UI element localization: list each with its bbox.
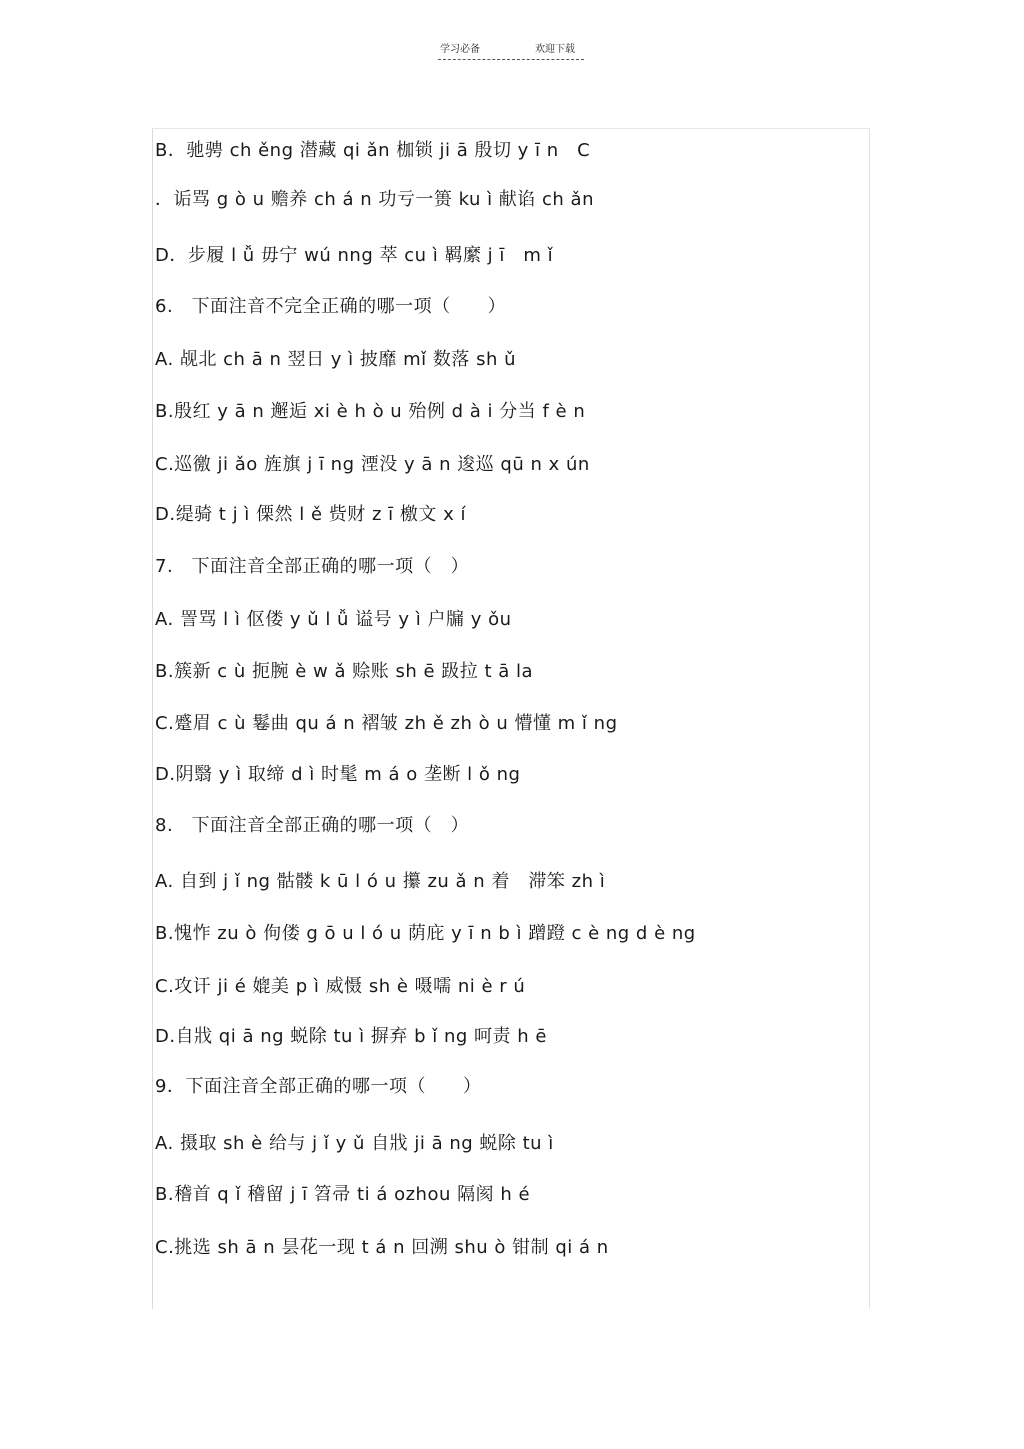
option-line: ．诟骂 g ò u 赡养 ch á n 功亏一篑 ku ì 献谄 ch ǎn — [155, 189, 594, 210]
option-line: D.自戕 qi ā ng 蜕除 tu ì 摒弃 b ǐ ng 呵责 h ē — [155, 1026, 547, 1047]
option-line: C.蹙眉 c ù 鬈曲 qu á n 褶皱 zh ě zh ò u 懵懂 m ǐ ng — [155, 713, 618, 734]
option-line: B.愧怍 zu ò 佝偻 g ō u l ó u 荫庇 y ī n b ì 蹭蹬 c è ng d è ng — [155, 923, 696, 944]
option-line: D.缇骑 t j ì 傈然 l ě 赀财 z ī 檄文 x í — [155, 504, 466, 525]
option-line: A. 摄取 sh è 给与 j ǐ y ǔ 自戕 ji ā ng 蜕除 tu ì — [155, 1133, 554, 1154]
header-left-text: 学习必备 — [440, 44, 480, 55]
option-line: B.稽首 q ǐ 稽留 j ī 笤帚 ti á ozhou 隔阂 h é — [155, 1184, 531, 1205]
option-line: B.殷红 y ā n 邂逅 xi è h ò u 殆例 d à i 分当 f è n — [155, 401, 586, 422]
question-line: 9．下面注音全部正确的哪一项（ ） — [155, 1076, 482, 1097]
header-divider — [438, 59, 584, 60]
option-line: C.挑选 sh ā n 昙花一现 t á n 回溯 shu ò 钳制 qi á n — [155, 1237, 609, 1258]
option-line: A. 詈骂 l ì 伛偻 y ǔ l ǚ 谥号 y ì 户牖 y ǒu — [155, 609, 512, 630]
option-line: D．步履 l ǚ 毋宁 wú nng 萃 cu ì 羁縻 j ī m ǐ — [155, 245, 554, 266]
option-line: B．驰骋 ch ěng 潜藏 qi ǎn 枷锁 ji ā 殷切 y ī n C — [155, 140, 591, 161]
option-line: B.簇新 c ù 扼腕 è w ǎ 赊账 sh ē 趿拉 t ā la — [155, 661, 534, 682]
question-line: 8. 下面注音全部正确的哪一项（ ） — [155, 815, 470, 836]
option-line: A. 觇北 ch ā n 翌日 y ì 披靡 mǐ 数落 sh ǔ — [155, 349, 517, 370]
question-line: 6. 下面注音不完全正确的哪一项（ ） — [155, 296, 507, 317]
option-line: D.阴翳 y ì 取缔 d ì 时髦 m á o 垄断 l ǒ ng — [155, 764, 521, 785]
header-right-text: 欢迎下载 — [535, 44, 575, 55]
page-header — [0, 40, 1024, 64]
option-line: C.攻讦 ji é 媲美 p ì 威慑 sh è 嗫嚅 ni è r ú — [155, 976, 526, 997]
option-line: C.巡徼 ji ǎo 旌旗 j ī ng 湮没 y ā n 逡巡 qū n x ún — [155, 454, 590, 475]
question-line: 7. 下面注音全部正确的哪一项（ ） — [155, 556, 470, 577]
option-line: A. 自到 j ǐ ng 骷髅 k ū l ó u 攥 zu ǎ n 着 滞笨 zh ì — [155, 871, 606, 892]
